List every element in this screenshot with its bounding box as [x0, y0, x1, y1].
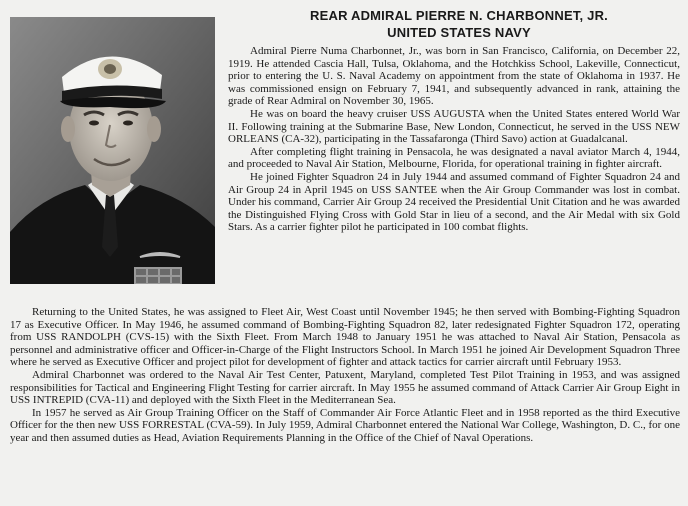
bio-paragraph: In 1957 he served as Air Group Training Officer on the Staff of Commander Air Force Atlantic Fleet and in 1958 reported as the third Executive Officer for the then new USS FORRESTAL (CVA-59). In July 1959, Admiral Charbonnet entered the National War College, Washington, D. C., for one year and then assumed duties as Head, Aviation Requirements Planning in the Office of the Chief of Naval Operations. [10, 406, 680, 444]
portrait-photo [10, 17, 215, 284]
biography-column [228, 45, 680, 234]
service-branch: UNITED STATES NAVY [387, 25, 531, 40]
officer-name: REAR ADMIRAL PIERRE N. CHARBONNET, JR. [310, 8, 608, 23]
bio-paragraph: He joined Fighter Squadron 24 in July 1944 and assumed command of Fighter Squadron 24 and Air Group 24 in April 1945 on USS SANTEE when the Air Group Commander was lost in combat. Under his command, Carrier Air Group 24 received the Presidential Unit Citation and he was awarded the Distinguished Flying Cross with Gold Star in lieu of a second, and the Air Medal with six Gold Stars. As a carrier fighter pilot he participated in 100 combat flights. [228, 170, 680, 234]
bio-paragraph: He was on board the heavy cruiser USS AUGUSTA when the United States entered World War II. Following training at the Submarine Base, New London, Connecticut, he served in the USS NEW ORLEANS (CA-32), participating in the Tassafaronga (Third Savo) action at Guadalcanal. [228, 107, 680, 146]
bio-paragraph: Admiral Charbonnet was ordered to the Naval Air Test Center, Patuxent, Maryland, completed Test Pilot Training in 1953, and was assigned responsibilities for Tactical and Engineering Flight Testing for carrier aircraft. In May 1955 he assumed command of Attack Carrier Air Group Eight in USS INTREPID (CVA-11) and deployed with the Sixth Fleet in the Mediterranean Sea. [10, 368, 680, 407]
bio-paragraph: After completing flight training in Pensacola, he was designated a naval aviator March 4, 1944, and proceeded to Naval Air Station, Melbourne, Florida, for operational training in fighter aircraft. [228, 145, 680, 171]
bio-paragraph: Admiral Pierre Numa Charbonnet, Jr., was born in San Francisco, California, on December 22, 1919. He attended Cascia Hall, Tulsa, Oklahoma, and the Hotchkiss School, Lakeville, Connecticut, prior to entering the U. S. Naval Academy on appointment from the state of Oklahoma in 1937. He was commissioned ensign on February 7, 1941, and subsequently advanced in rank, attaining the grade of Rear Admiral on November 30, 1965. [228, 45, 680, 108]
bio-paragraph: Returning to the United States, he was assigned to Fleet Air, West Coast until November 1945; he then served with Bombing-Fighting Squadron 17 as Executive Officer. In May 1946, he assumed command of Bombing-Fighting Squadron 82, later redesignated Fighter Squadron 172, operating from USS RANDOLPH (CVS-15) with the Sixth Fleet. From March 1948 to January 1951 he was attached to Naval Air Station, Pensacola as personnel and administrative officer and Officer-in-Charge of the Flight Instructors School. In March 1951 he joined Air Development Squadron Three where he served as Executive Officer and project pilot for development of fighter and attack tactics for carrier aircraft until February 1953. [10, 306, 680, 369]
biography-continued [10, 306, 680, 445]
portrait-illustration [10, 17, 215, 284]
page-header [238, 7, 680, 41]
